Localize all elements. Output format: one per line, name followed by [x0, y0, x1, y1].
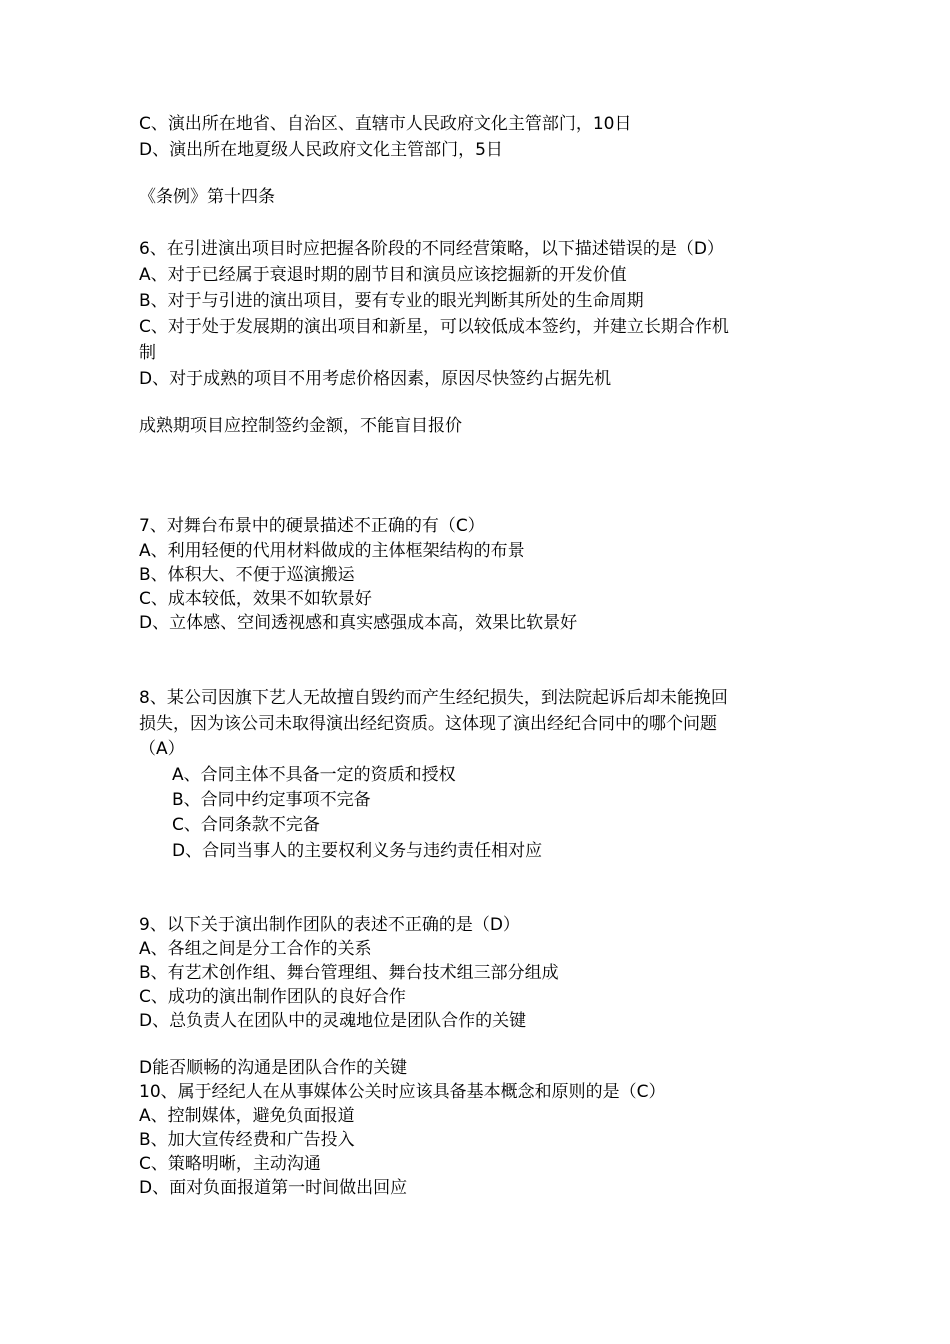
- q9-note: D能否顺畅的沟通是团队合作的关键: [139, 1058, 408, 1078]
- q10-option-d: D、面对负面报道第一时间做出回应: [139, 1178, 408, 1198]
- q6-option-a: A、对于已经属于衰退时期的剧节目和演员应该挖掘新的开发价值: [139, 265, 627, 285]
- q5-option-d: D、演出所在地夏级人民政府文化主管部门，5日: [139, 140, 503, 160]
- q10-stem: 10、属于经纪人在从事媒体公关时应该具备基本概念和原则的是（C）: [139, 1082, 666, 1102]
- q7-option-a: A、利用轻便的代用材料做成的主体框架结构的布景: [139, 541, 525, 561]
- q7-option-b: B、体积大、不便于巡演搬运: [139, 565, 355, 585]
- q6-option-c: C、对于处于发展期的演出项目和新星，可以较低成本签约，并建立长期合作机: [139, 317, 729, 337]
- q8-stem: 8、某公司因旗下艺人无故擅自毁约而产生经纪损失，到法院起诉后却未能挽回: [139, 688, 728, 708]
- q9-option-d: D、总负责人在团队中的灵魂地位是团队合作的关键: [139, 1011, 527, 1031]
- q7-option-d: D、立体感、空间透视感和真实感强成本高，效果比软景好: [139, 613, 578, 633]
- q10-option-c: C、策略明晰，主动沟通: [139, 1154, 321, 1174]
- q6-stem: 6、在引进演出项目时应把握各阶段的不同经营策略，以下描述错误的是（D）: [139, 239, 724, 259]
- q9-option-b: B、有艺术创作组、舞台管理组、舞台技术组三部分组成: [139, 963, 559, 983]
- q5-option-c: C、演出所在地省、自治区、直辖市人民政府文化主管部门，10日: [139, 114, 632, 134]
- q8-option-a: A、合同主体不具备一定的资质和授权: [172, 765, 456, 785]
- q6-option-d: D、对于成熟的项目不用考虑价格因素，原因尽快签约占据先机: [139, 369, 612, 389]
- q8-answer: （A）: [139, 739, 185, 759]
- q8-option-c: C、合同条款不完备: [172, 815, 320, 835]
- q8-option-d: D、合同当事人的主要权利义务与违约责任相对应: [172, 841, 543, 861]
- q5-note: 《条例》第十四条: [139, 187, 275, 207]
- q10-option-b: B、加大宣传经费和广告投入: [139, 1130, 355, 1150]
- q10-option-a: A、控制媒体，避免负面报道: [139, 1106, 355, 1126]
- q6-option-b: B、对于与引进的演出项目，要有专业的眼光判断其所处的生命周期: [139, 291, 644, 311]
- q8-stem-continued: 损失，因为该公司未取得演出经纪资质。这体现了演出经纪合同中的哪个问题: [139, 714, 717, 734]
- q8-option-b: B、合同中约定事项不完备: [172, 790, 371, 810]
- q9-stem: 9、以下关于演出制作团队的表述不正确的是（D）: [139, 915, 520, 935]
- q6-option-c-continued: 制: [139, 343, 156, 363]
- q7-stem: 7、对舞台布景中的硬景描述不正确的有（C）: [139, 516, 485, 536]
- q7-option-c: C、成本较低，效果不如软景好: [139, 589, 372, 609]
- q9-option-c: C、成功的演出制作团队的良好合作: [139, 987, 406, 1007]
- q9-option-a: A、各组之间是分工合作的关系: [139, 939, 372, 959]
- q6-note: 成熟期项目应控制签约金额，不能盲目报价: [139, 416, 462, 436]
